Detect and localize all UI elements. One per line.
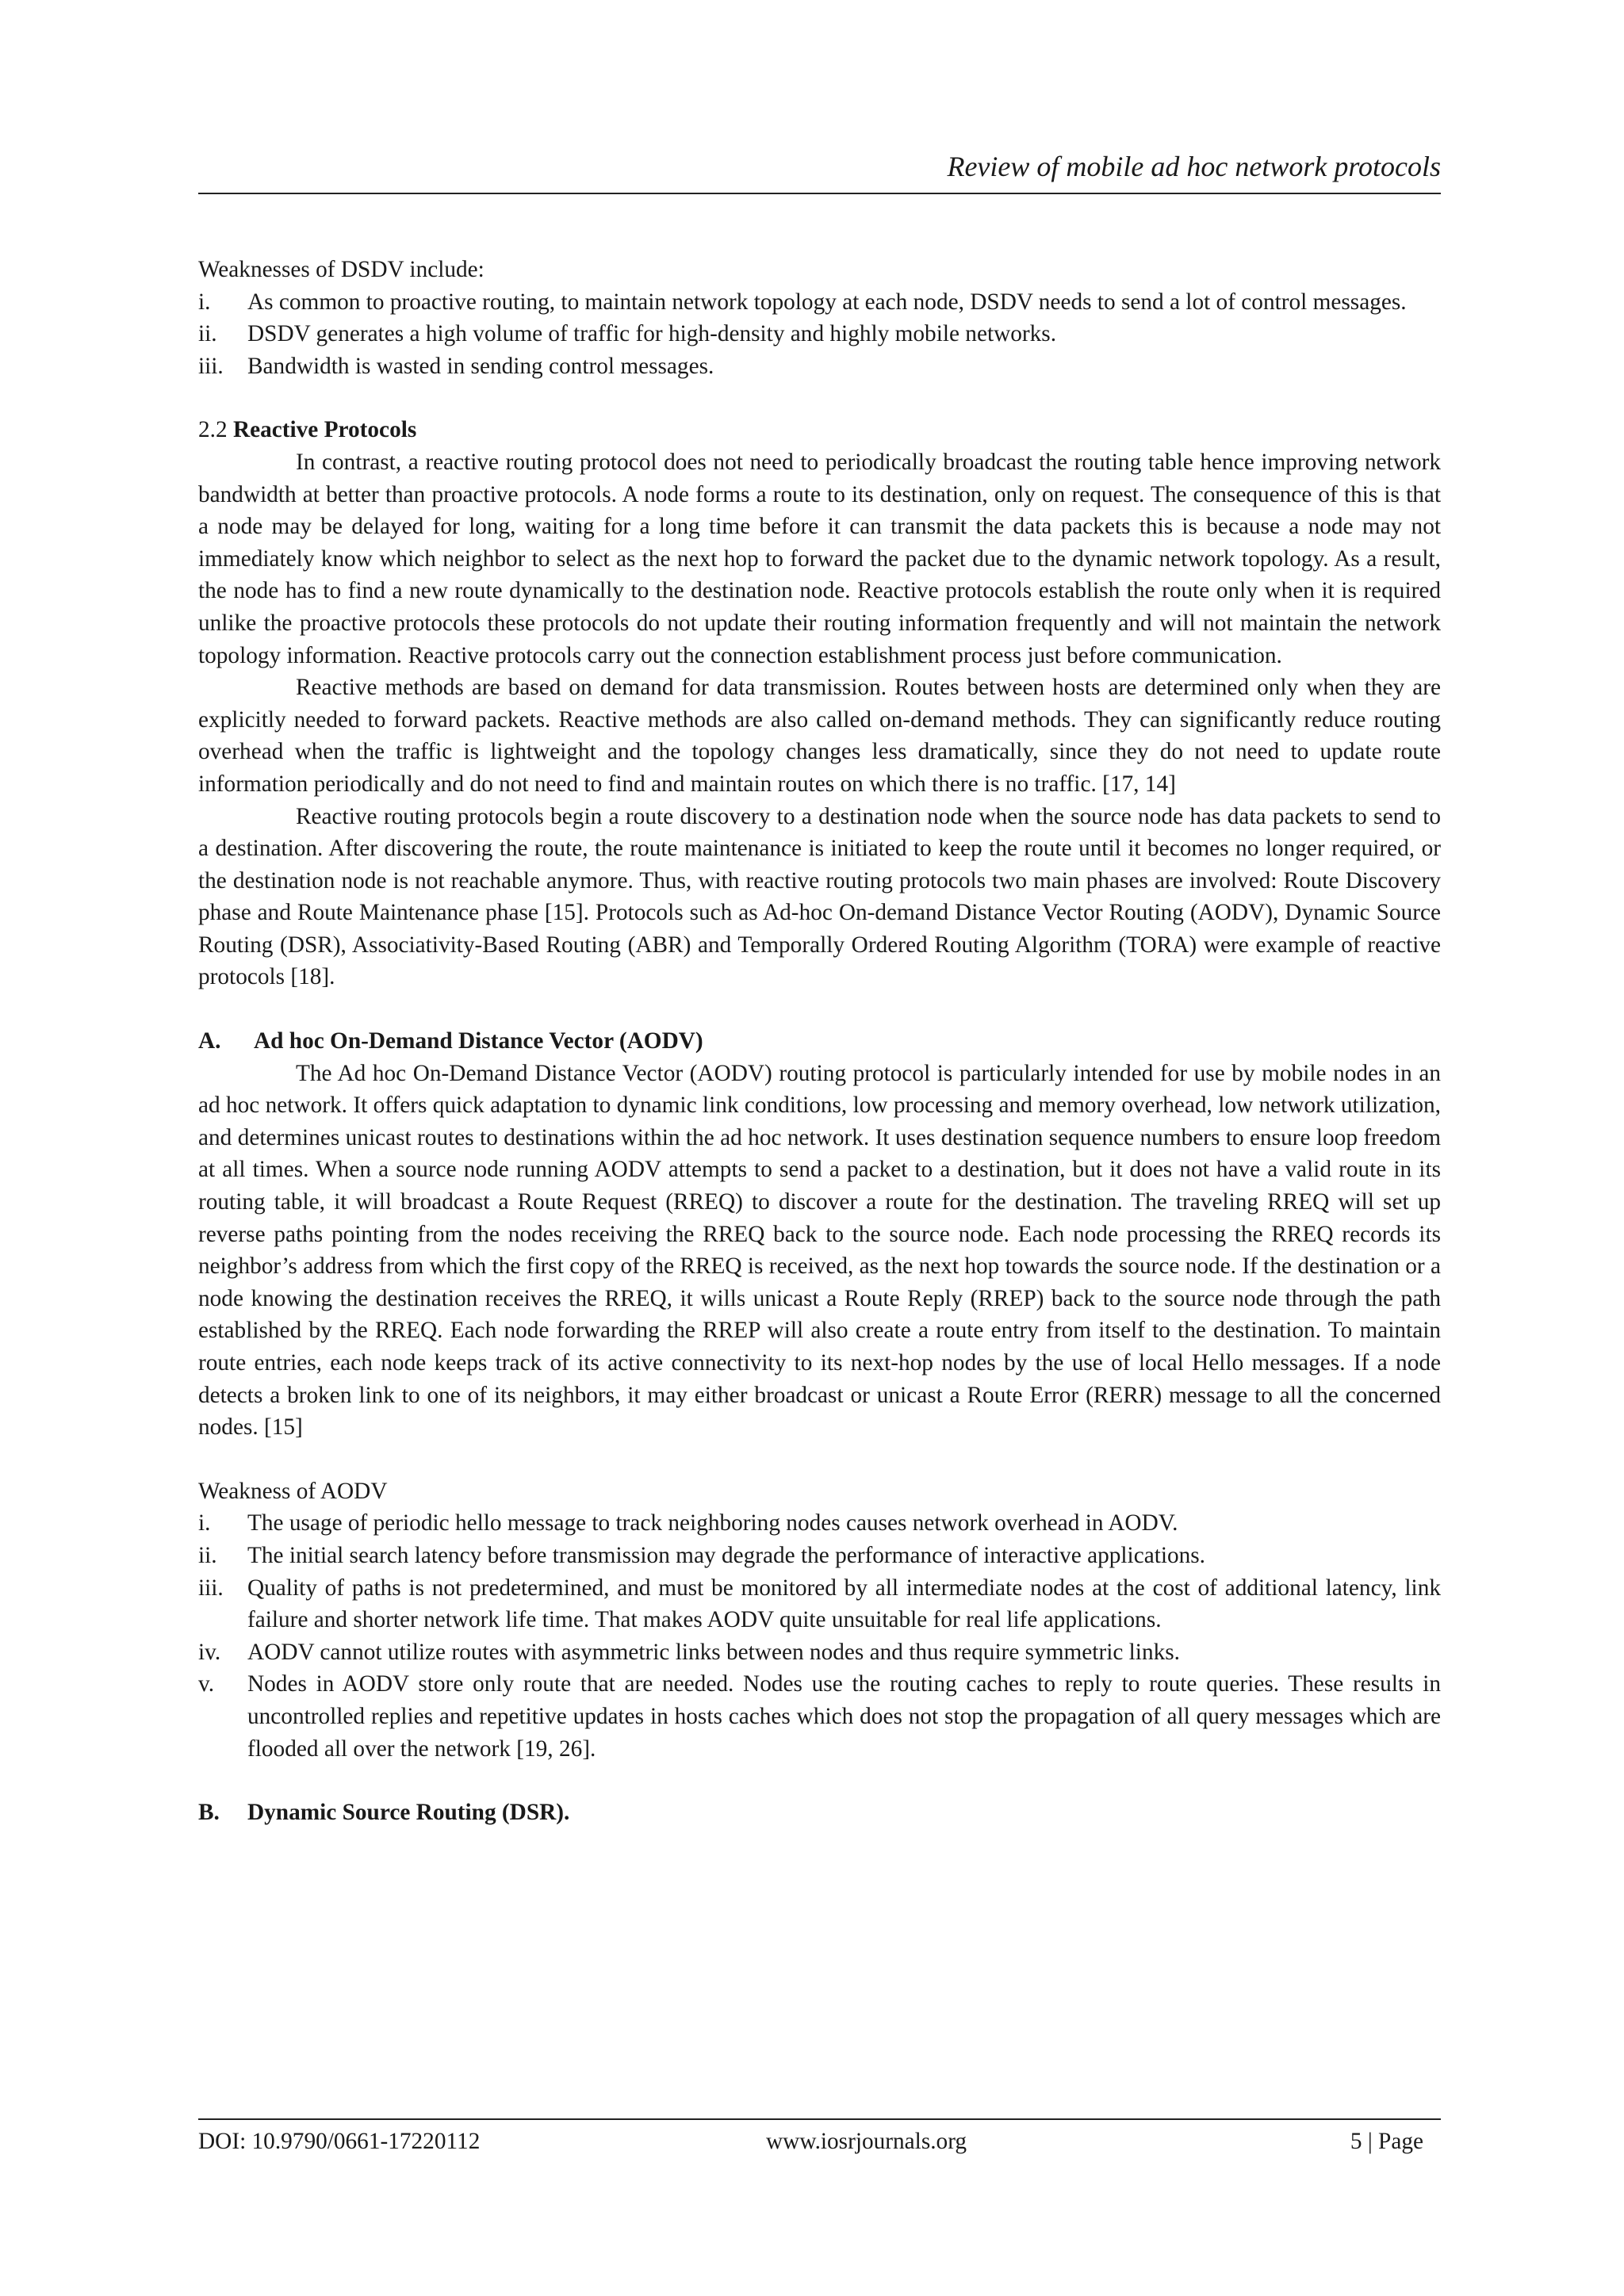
list-marker: ii. bbox=[198, 321, 217, 347]
page-footer bbox=[198, 2126, 1441, 2157]
subsection-title: Dynamic Source Routing (DSR). bbox=[247, 1800, 570, 1826]
aodv-weaknesses-intro: Weakness of AODV bbox=[198, 1478, 388, 1504]
list-marker: ii. bbox=[198, 1542, 217, 1568]
section-number: 2.2 bbox=[198, 417, 233, 443]
list-marker: iv. bbox=[198, 1639, 221, 1665]
paragraph: In contrast, a reactive routing protocol does not need to periodically broadcast the routing table hence improving network bandwidth at better than proactive protocols. A node forms a route to its destination, only on request. The consequence of this is that a node may be delayed for long, waiting for a long time before it can transmit the data packets this is because a node may not immediately know which neighbor to select as the next hop to forward the packet due to the dynamic network topology. As a result, the node has to find a new route dynamically to the destination node. Reactive protocols establish the route only when it is required unlike the proactive protocols these protocols do not update their routing information frequently and will not maintain the network topology information. Reactive protocols carry out the connection establishment process just before communication. bbox=[198, 449, 1441, 668]
list-item-text: The initial search latency before transmission may degrade the performance of interactive applications. bbox=[247, 1542, 1205, 1568]
paragraph: Reactive methods are based on demand for data transmission. Routes between hosts are determined only when they are explicitly needed to forward packets. Reactive methods are also called on-demand methods. They can significantly reduce routing overhead when the traffic is lightweight and the topology changes less dramatically, since they do not need to update route information periodically and do not need to find and maintain routes on which there is no traffic. [17, 14] bbox=[198, 675, 1441, 797]
list-item bbox=[198, 1540, 1441, 1572]
subsection-marker: A. bbox=[198, 1028, 221, 1054]
list-item bbox=[198, 1636, 1441, 1669]
section-heading-reactive-protocols bbox=[198, 414, 1441, 446]
footer-rule bbox=[198, 2118, 1441, 2120]
list-item bbox=[198, 1572, 1441, 1636]
subsection-heading-dsr bbox=[198, 1797, 1441, 1829]
running-title: Review of mobile ad hoc network protocols bbox=[947, 151, 1441, 182]
footer-page-number: 5 | Page bbox=[1350, 2129, 1423, 2154]
list-item-text: The usage of periodic hello message to track neighboring nodes causes network overhead in AODV. bbox=[247, 1510, 1178, 1536]
dsdv-weaknesses-intro: Weaknesses of DSDV include: bbox=[198, 257, 485, 282]
list-item-text: As common to proactive routing, to maintain network topology at each node, DSDV needs to send a lot of control messages. bbox=[247, 289, 1407, 315]
section-title: Reactive Protocols bbox=[232, 417, 417, 443]
body-text bbox=[198, 254, 1441, 1829]
page bbox=[198, 0, 1441, 2296]
list-item-text: Quality of paths is not predetermined, and must be monitored by all intermediate nodes at the cost of additional latency, link failure and shorter network life time. That makes AODV quite unsuitable for real life applications. bbox=[247, 1575, 1441, 1633]
list-item-text: Nodes in AODV store only route that are needed. Nodes use the routing caches to reply to route queries. These results in uncontrolled replies and repetitive updates in hosts caches which does not stop the propagation of all query messages which are flooded all over the network [19, 26]. bbox=[247, 1671, 1441, 1762]
paragraph: The Ad hoc On-Demand Distance Vector (AODV) routing protocol is particularly intended for use by mobile nodes in an ad hoc network. It offers quick adaptation to dynamic link conditions, low processing and memory overhead, low network utilization, and determines unicast routes to destinations within the ad hoc network. It uses destination sequence numbers to ensure loop freedom at all times. When a source node running AODV attempts to send a packet to a destination, but it does not have a valid route in its routing table, it will broadcast a Route Request (RREQ) to discover a route for the destination. The traveling RREQ will set up reverse paths pointing from the nodes receiving the RREQ back to the source node. Each node processing the RREQ records its neighbor’s address from which the first copy of the RREQ is received, as the next hop towards the source node. If the destination or a node knowing the destination receives the RREQ, it wills unicast a Route Reply (RREP) back to the source node through the path established by the RREQ. Each node forwarding the RREP will also create a route entry from itself to the destination. To maintain route entries, each node keeps track of its active connectivity to its next-hop nodes by the use of local Hello messages. If a node detects a broken link to one of its neighbors, it may either broadcast or unicast a Route Error (RERR) message to all the concerned nodes. [15] bbox=[198, 1060, 1441, 1441]
list-item-text: DSDV generates a high volume of traffic for high-density and highly mobile networks. bbox=[247, 321, 1057, 347]
subsection-title: Ad hoc On-Demand Distance Vector (AODV) bbox=[254, 1028, 703, 1054]
subsection-heading-aodv bbox=[198, 1025, 1441, 1058]
list-marker: iii. bbox=[198, 353, 224, 379]
list-item bbox=[198, 286, 1441, 319]
list-marker: i. bbox=[198, 1510, 211, 1536]
list-item bbox=[198, 318, 1441, 350]
subsection-marker: B. bbox=[198, 1800, 220, 1826]
list-item-text: Bandwidth is wasted in sending control messages. bbox=[247, 353, 714, 379]
aodv-weaknesses-list bbox=[198, 1507, 1441, 1765]
footer-website: www.iosrjournals.org bbox=[766, 2129, 967, 2154]
paragraph: Reactive routing protocols begin a route discovery to a destination node when the source node has data packets to send to a destination. After discovering the route, the route maintenance is initiated to keep the route until it becomes no longer required, or the destination node is not reachable anymore. Thus, with reactive routing protocols two main phases are involved: Route Discovery phase and Route Maintenance phase [15]. Protocols such as Ad-hoc On-demand Distance Vector Routing (AODV), Dynamic Source Routing (DSR), Associativity-Based Routing (ABR) and Temporally Ordered Routing Algorithm (TORA) were example of reactive protocols [18]. bbox=[198, 803, 1441, 990]
list-item bbox=[198, 1507, 1441, 1540]
list-marker: v. bbox=[198, 1671, 215, 1697]
footer-doi: DOI: 10.9790/0661-17220112 bbox=[198, 2129, 481, 2154]
list-marker: i. bbox=[198, 289, 211, 315]
list-marker: iii. bbox=[198, 1575, 224, 1601]
dsdv-weaknesses-list bbox=[198, 286, 1441, 383]
header-rule bbox=[198, 193, 1441, 194]
list-item bbox=[198, 1668, 1441, 1765]
list-item-text: AODV cannot utilize routes with asymmetric links between nodes and thus require symmetric links. bbox=[247, 1639, 1180, 1665]
list-item bbox=[198, 350, 1441, 383]
